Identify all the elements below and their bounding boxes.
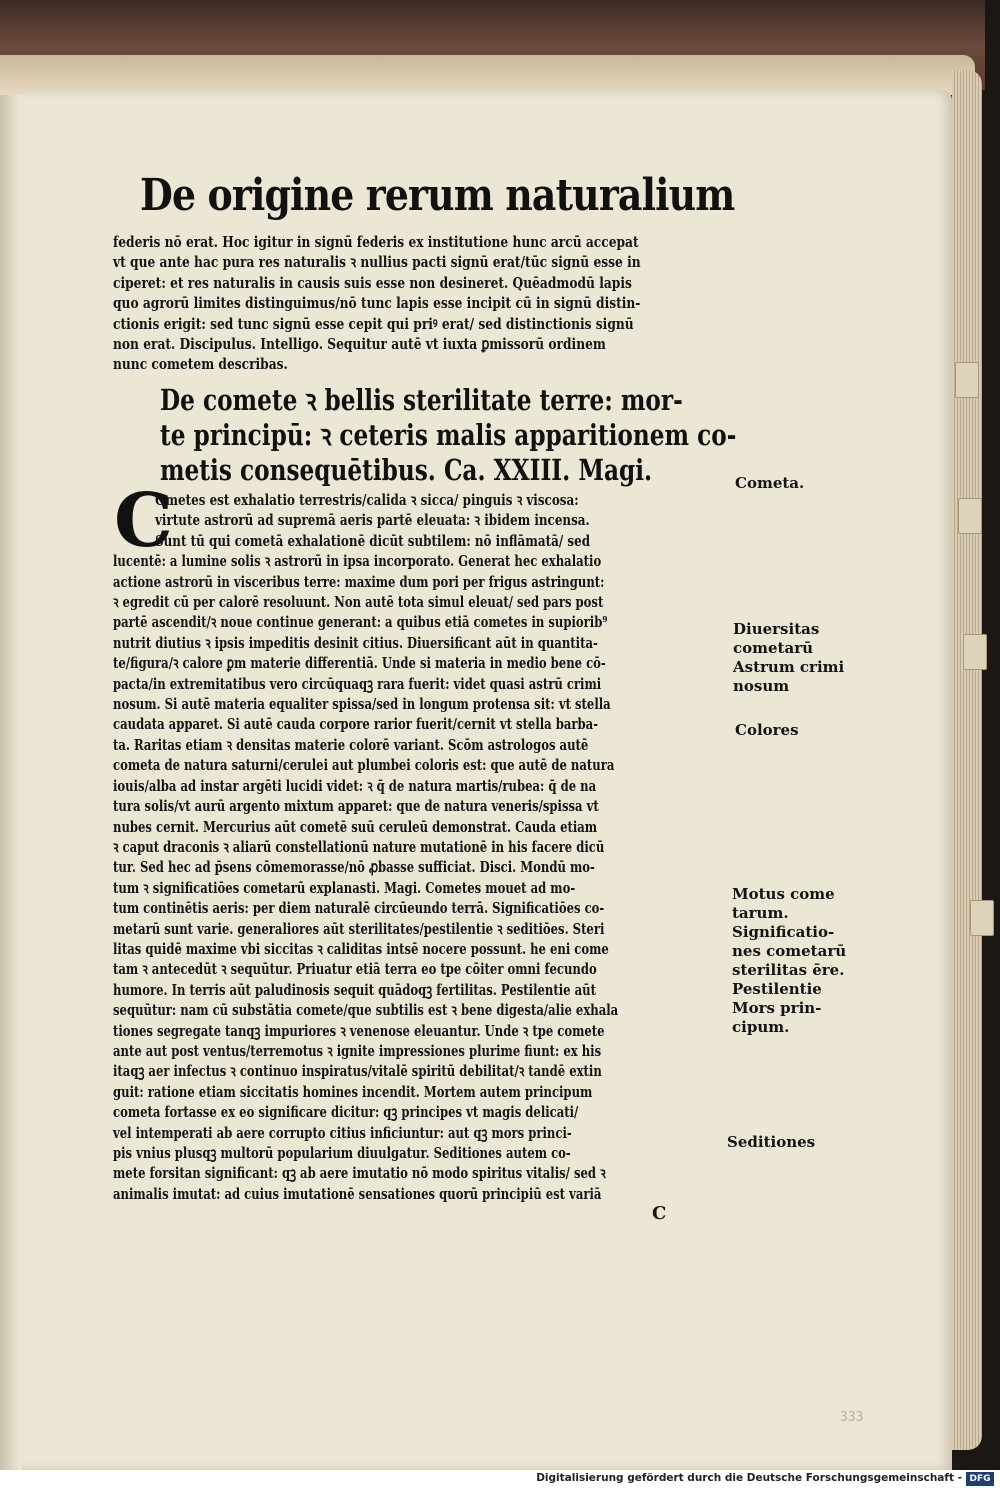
text-line: mete forsitan significant: qꝫ ab aere imutatio nō modo spiritus vitalis/ sed ꝛ xyxy=(113,1164,606,1183)
text-line: quo agrorū limites distinguimus/nō tunc lapis esse incipit cū in signū distin- xyxy=(113,294,641,313)
footer-credit: Digitalisierung gefördert durch die Deutsche Forschungsgemeinschaft - xyxy=(536,1472,962,1484)
footer-bar xyxy=(0,1470,1000,1488)
page-tab xyxy=(970,900,994,936)
marginal-line: cipum. xyxy=(732,1018,790,1036)
text-line: nutrit diutius ꝛ ipsis impeditis desinit citius. Diuersificant aūt in quantita- xyxy=(113,633,598,652)
marginal-note-cometa: Cometa. xyxy=(735,474,805,492)
text-line: metarū sunt varie. generaliores aūt sterilitates/pestilentie ꝛ seditiōes. Steri xyxy=(113,919,605,938)
text-line: virtute astrorū ad supremā aeris partē eleuata: ꝛ ibidem incensa. xyxy=(155,511,590,530)
text-line: tam ꝛ antecedūt ꝛ sequūtur. Priuatur etiā terra eo tpe cōiter omni fecundo xyxy=(113,960,597,979)
marginal-line: sterilitas ēre. xyxy=(732,961,845,979)
text-line: ctionis erigit: sed tunc signū esse cepit qui priꝰ erat/ sed distinctionis signū xyxy=(113,314,634,333)
text-line: te/figura/ꝛ calore ꝑm materie differentiā. Unde si materia in medio bene cō- xyxy=(113,654,606,673)
text-line: caudata apparet. Si autē cauda corpore rarior fuerit/cernit vt stella barba- xyxy=(113,715,599,734)
dfg-logo[interactable]: DFG xyxy=(966,1472,994,1486)
text-line: nosum. Si autē materia equaliter spissa/sed in longum protensa sit: vt stella xyxy=(113,695,611,714)
text-line: partē ascendit/ꝛ noue continue generant: a quibus etiā cometes in supiorib⁹ xyxy=(113,613,608,632)
text-line: ꝛ egredit cū per calorē resoluunt. Non autē tota simul eleuat/ sed pars post xyxy=(113,593,604,612)
text-line: nubes cernit. Mercurius aūt cometē suū ceruleū demonstrat. Cauda etiam xyxy=(113,817,598,836)
text-line: tiones segregate tanqꝫ impuriores ꝛ venenose eleuantur. Unde ꝛ tpe comete xyxy=(113,1021,605,1040)
text-line: tura solis/vt aurū argento mixtum apparet: que de natura veneris/spissa vt xyxy=(113,797,599,816)
text-line: ciperet: et res naturalis in causis suis esse non desineret. Quēadmodū lapis xyxy=(113,273,632,292)
text-line: vel intemperati ab aere corrupto citius inficiuntur: aut qꝫ mors princi- xyxy=(113,1123,572,1142)
marginal-note-seditiones: Seditiones xyxy=(727,1133,816,1151)
text-line: vt que ante hac pura res naturalis ꝛ nullius pacti signū erat/tūc signū esse in xyxy=(113,253,641,272)
catchword: C xyxy=(652,1203,667,1224)
chapter-heading xyxy=(160,383,740,488)
text-line: sequūtur: nam cū substātia comete/que subtilis est ꝛ bene digesta/alie exhala xyxy=(113,1001,619,1020)
marginal-note-diuersitas xyxy=(733,620,844,696)
text-line: lucentē: a lumine solis ꝛ astrorū in ipsa incorporato. Generat hec exhalatio xyxy=(113,552,602,571)
marginal-line: Significatio- xyxy=(732,923,835,941)
text-line: animalis imutat: ad cuius imutationē sensationes quorū principiū est variā xyxy=(113,1184,602,1203)
marginal-line: Mors prin- xyxy=(732,999,822,1017)
page-tab xyxy=(958,498,982,534)
running-head: De origine rerum naturalium xyxy=(140,170,735,221)
text-line: litas quidē maxime vbi siccitas ꝛ caliditas intsē nocere possunt. he eni come xyxy=(113,939,609,958)
text-line: actione astrorū in visceribus terre: maxime dum pori per frigus astringunt: xyxy=(113,572,605,591)
text-line: guit: ratione etiam siccitatis homines incendit. Mortem autem principum xyxy=(113,1082,593,1101)
page-tab xyxy=(963,634,987,670)
heading-line: De comete ꝛ bellis sterilitate terre: mor- xyxy=(160,383,683,417)
text-line: ꝛ caput draconis ꝛ aliarū constellationū nature mutationē in his facere dicū xyxy=(113,837,605,856)
marginal-line: Motus come xyxy=(732,885,835,903)
text-line: itaqꝫ aer infectus ꝛ continuo inspiratus/vitalē spiritū debilitat/ꝛ tandē extin xyxy=(113,1062,602,1081)
marginal-line: tarum. xyxy=(732,904,789,922)
marginal-line: Diuersitas xyxy=(733,620,820,638)
heading-line: te principū: ꝛ ceteris malis apparitionem co- xyxy=(160,418,737,452)
text-line: pacta/in extremitatibus vero circūquaqꝫ rara fuerit: videt quasi astrū crimi xyxy=(113,674,602,693)
marginal-line: Pestilentie xyxy=(732,980,822,998)
page-top-edge xyxy=(0,55,975,95)
marginal-line: Astrum crimi xyxy=(733,658,845,676)
text-line: ta. Raritas etiam ꝛ densitas materie colorē variant. Scōm astrologos autē xyxy=(113,735,589,754)
marginal-note-motus xyxy=(732,885,846,1037)
initial-letter: C xyxy=(114,478,173,564)
paragraph-2 xyxy=(113,490,733,1204)
text-line: iouis/alba ad instar argēti lucidi videt: ꝛ q̄ de natura martis/rubea: q̄ de na xyxy=(113,776,597,795)
text-line: non erat. Discipulus. Intelligo. Sequitur autē vt iuxta ꝑmissorū ordinem xyxy=(113,335,606,354)
text-line: Ometes est exhalatio terrestris/calida ꝛ sicca/ pinguis ꝛ viscosa: xyxy=(155,491,579,509)
facing-page-edge xyxy=(0,95,22,1470)
marginal-note-colores: Colores xyxy=(735,721,799,739)
marginal-line: nes cometarū xyxy=(732,942,847,960)
text-line: cometa fortasse ex eo significare dicitur: qꝫ principes vt magis delicati/ xyxy=(113,1103,579,1122)
text-line: federis nō erat. Hoc igitur in signū federis ex institutione hunc arcū accepat xyxy=(113,233,639,251)
text-line: cometa de natura saturni/cerulei aut plumbei coloris est: que autē de natura xyxy=(113,756,615,775)
marginal-line: cometarū xyxy=(733,639,814,657)
text-line: nunc cometem describas. xyxy=(113,355,288,374)
page-tab xyxy=(955,362,979,398)
heading-line: metis consequētibus. Ca. XXIII. Magi. xyxy=(160,453,653,487)
text-line: tum ꝛ significatiōes cometarū explanasti. Magi. Cometes mouet ad mo- xyxy=(113,878,576,897)
folio-number: 333 xyxy=(840,1410,864,1425)
text-line: pis vnius plusqꝫ multorū popularium diuulgatur. Seditiones autem co- xyxy=(113,1144,571,1162)
page-fore-edge xyxy=(952,70,982,1450)
text-line: ante aut post ventus/terremotus ꝛ ignite impressiones plurime fiunt: ex his xyxy=(113,1041,602,1060)
marginal-line: nosum xyxy=(733,677,790,695)
paragraph-1 xyxy=(113,232,733,375)
text-line: tur. Sed hec ad p̄sens cōmemorasse/nō ꝓbasse sufficiat. Disci. Mondū mo- xyxy=(113,858,595,877)
text-line: tum continētis aeris: per diem naturalē circūeundo terrā. Significatiōes co- xyxy=(113,899,605,918)
text-line: Sunt tū qui cometā exhalationē dicūt subtilem: nō inflāmatā/ sed xyxy=(155,531,591,550)
text-line: humore. In terris aūt paludinosis sequit quādoqꝫ fertilitas. Pestilentie aūt xyxy=(113,980,596,999)
